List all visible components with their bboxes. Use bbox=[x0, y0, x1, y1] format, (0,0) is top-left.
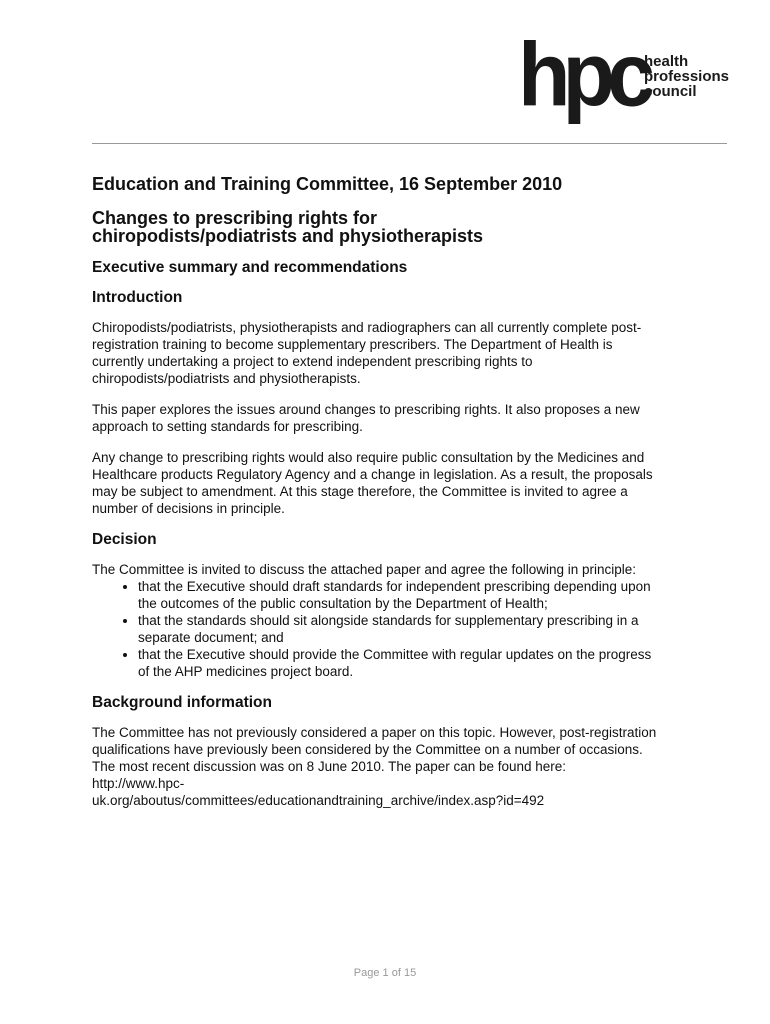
introduction-paragraph-2: This paper explores the issues around changes to prescribing rights. It also proposes a new approach to setting standards for prescribing. bbox=[92, 402, 640, 434]
decision-heading: Decision bbox=[92, 531, 157, 548]
decision-item-2: • that the standards should sit alongside standards for supplementary prescribing in a separate document; and bbox=[138, 612, 662, 646]
logo-word-professions: professions bbox=[644, 68, 730, 85]
summary-heading: Executive summary and recommendations bbox=[92, 259, 408, 276]
logo-word-health: health bbox=[644, 53, 689, 70]
decision-item-3: • that the Executive should provide the Committee with regular updates on the progress of the AHP medicines project board. bbox=[138, 646, 662, 680]
hpc-logo bbox=[518, 24, 733, 126]
document-body bbox=[92, 173, 662, 823]
header-divider bbox=[92, 143, 727, 144]
page-number: Page 1 of 15 bbox=[353, 967, 417, 979]
paper-title bbox=[92, 209, 662, 245]
committee-heading: Education and Training Committee, 16 September 2010 bbox=[92, 174, 563, 194]
logo-word-council: council bbox=[644, 83, 697, 100]
introduction-paragraph-1: Chiropodists/podiatrists, physiotherapists and radiographers can all currently complete post-registration training to become supplementary prescribers. The Department of Health is currently undertaking a project to extend independent prescribing rights to chiropodists/podiatrists and physiotherapists. bbox=[92, 320, 642, 386]
decision-list bbox=[92, 578, 662, 680]
archive-link-line2[interactable]: uk.org/aboutus/committees/educationandtraining_archive/index.asp?id=492 bbox=[92, 793, 545, 808]
paper-title-line1: Changes to prescribing rights for bbox=[92, 208, 378, 228]
paper-title-line2: chiropodists/podiatrists and physiotherapists bbox=[92, 226, 484, 246]
background-text: The Committee has not previously considered a paper on this topic. However, post-registration qualifications have previously been considered by the Committee on a number of occasions. The most recent discussion was on 8 June 2010. The paper can be found here: bbox=[92, 725, 657, 774]
background-paragraph bbox=[92, 724, 662, 809]
logo-wordmark bbox=[644, 54, 729, 99]
decision-paragraph: The Committee is invited to discuss the attached paper and agree the following in principle: bbox=[92, 562, 637, 577]
decision-item-1: • that the Executive should draft standards for independent prescribing depending upon the outcomes of the public consultation by the Department of Health; bbox=[138, 578, 662, 612]
logo-letters: hpc bbox=[518, 24, 647, 126]
introduction-heading: Introduction bbox=[92, 289, 183, 306]
background-heading: Background information bbox=[92, 694, 272, 711]
archive-link-line1[interactable]: http://www.hpc- bbox=[92, 776, 185, 791]
introduction-paragraph-3: Any change to prescribing rights would also require public consultation by the Medicines and Healthcare products Regulatory Agency and a change in legislation. As a result, the proposals may be subject to amendment. At this stage therefore, the Committee is invited to agree a number of decisions in principle. bbox=[92, 450, 653, 516]
